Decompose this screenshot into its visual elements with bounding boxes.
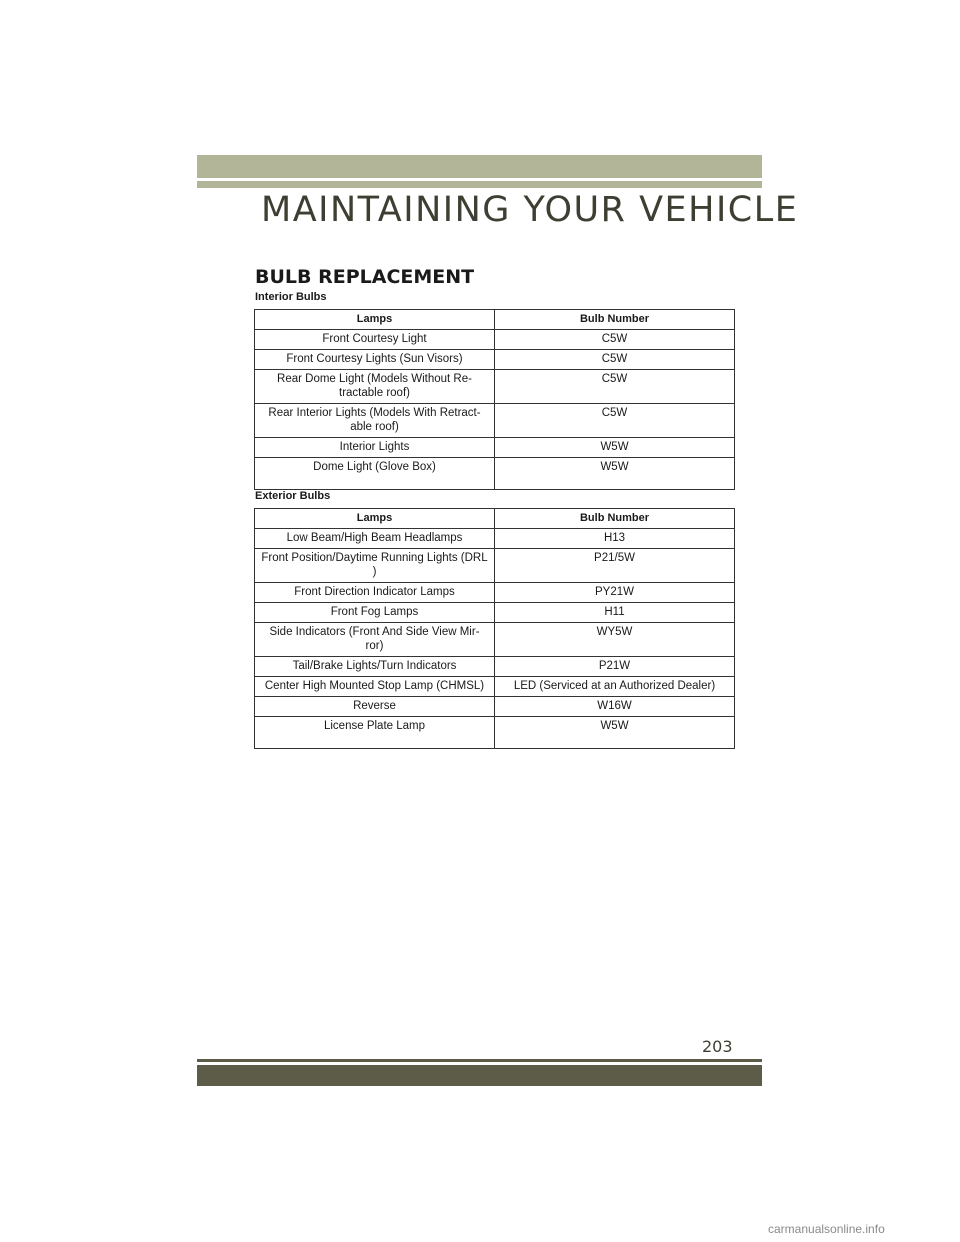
table-row xyxy=(255,603,735,623)
table-row xyxy=(255,697,735,717)
table-row xyxy=(255,350,735,370)
bulb-cell: W5W xyxy=(495,438,735,458)
bulb-cell: C5W xyxy=(495,330,735,350)
table-row xyxy=(255,330,735,350)
bulb-cell: W16W xyxy=(495,697,735,717)
lamp-cell: Interior Lights xyxy=(255,438,495,458)
lamp-cell: Front Courtesy Light xyxy=(255,330,495,350)
lamps-column-header: Lamps xyxy=(255,310,495,330)
bulb-cell: WY5W xyxy=(495,623,735,657)
table-row xyxy=(255,370,735,404)
page-number: 203 xyxy=(702,1037,733,1056)
watermark-text: carmanualsonline.info xyxy=(768,1222,885,1236)
interior-bulbs-table xyxy=(254,309,735,490)
lamp-cell: Front Fog Lamps xyxy=(255,603,495,623)
bulb-number-column-header: Bulb Number xyxy=(495,509,735,529)
lamp-cell: Low Beam/High Beam Headlamps xyxy=(255,529,495,549)
lamp-cell: Front Direction Indicator Lamps xyxy=(255,583,495,603)
footer-band xyxy=(197,1065,762,1086)
table-header-row xyxy=(255,509,735,529)
lamp-cell: Tail/Brake Lights/Turn Indicators xyxy=(255,657,495,677)
lamp-cell: Rear Interior Lights (Models With Retract-able roof) xyxy=(255,404,495,438)
bulb-cell: H11 xyxy=(495,603,735,623)
lamp-cell: Front Position/Daytime Running Lights (DRL ) xyxy=(255,549,495,583)
lamp-cell: License Plate Lamp xyxy=(255,717,495,749)
header-band xyxy=(197,155,762,178)
bulb-cell: C5W xyxy=(495,350,735,370)
table-header-row xyxy=(255,310,735,330)
chapter-title: MAINTAINING YOUR VEHICLE xyxy=(261,190,799,230)
lamp-cell: Side Indicators (Front And Side View Mir-ror) xyxy=(255,623,495,657)
bulb-cell: LED (Serviced at an Authorized Dealer) xyxy=(495,677,735,697)
table-row xyxy=(255,458,735,490)
lamp-cell: Reverse xyxy=(255,697,495,717)
section-heading: BULB REPLACEMENT xyxy=(255,266,475,288)
table-row xyxy=(255,549,735,583)
bulb-cell: W5W xyxy=(495,717,735,749)
table-row xyxy=(255,583,735,603)
bulb-cell: C5W xyxy=(495,370,735,404)
lamp-cell: Center High Mounted Stop Lamp (CHMSL) xyxy=(255,677,495,697)
table-row xyxy=(255,404,735,438)
table-row xyxy=(255,717,735,749)
bulb-number-column-header: Bulb Number xyxy=(495,310,735,330)
exterior-bulbs-table xyxy=(254,508,735,749)
footer-rule xyxy=(197,1059,762,1062)
bulb-cell: W5W xyxy=(495,458,735,490)
lamps-column-header: Lamps xyxy=(255,509,495,529)
table-row xyxy=(255,677,735,697)
table-row xyxy=(255,623,735,657)
table-row xyxy=(255,438,735,458)
bulb-cell: P21/5W xyxy=(495,549,735,583)
interior-bulbs-heading: Interior Bulbs xyxy=(255,291,327,303)
bulb-cell: C5W xyxy=(495,404,735,438)
table-row xyxy=(255,529,735,549)
lamp-cell: Front Courtesy Lights (Sun Visors) xyxy=(255,350,495,370)
table-row xyxy=(255,657,735,677)
header-rule xyxy=(197,181,762,188)
lamp-cell: Dome Light (Glove Box) xyxy=(255,458,495,490)
bulb-cell: P21W xyxy=(495,657,735,677)
bulb-cell: H13 xyxy=(495,529,735,549)
lamp-cell: Rear Dome Light (Models Without Re-tractable roof) xyxy=(255,370,495,404)
exterior-bulbs-heading: Exterior Bulbs xyxy=(255,490,331,502)
bulb-cell: PY21W xyxy=(495,583,735,603)
